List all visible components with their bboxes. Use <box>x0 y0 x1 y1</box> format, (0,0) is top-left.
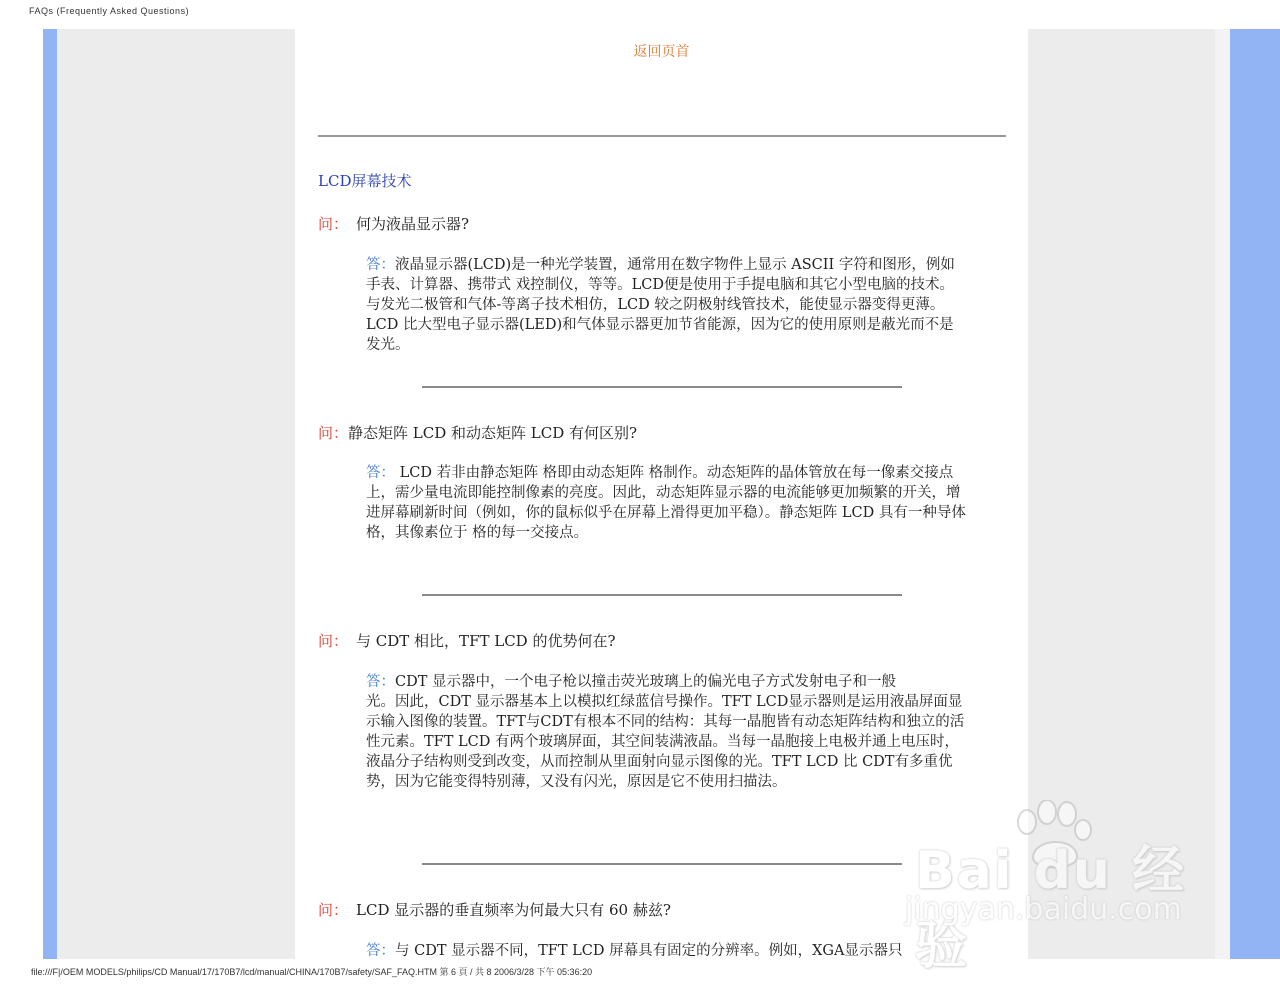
question-text: 与 CDT 相比，TFT LCD 的优势何在? <box>356 632 616 650</box>
answer-label: 答： <box>366 943 395 959</box>
question-label: 问： <box>318 632 349 650</box>
print-footer: file:///F|/OEM MODELS/philips/CD Manual/17/170B7/lcd/manual/CHINA/170B7/safety/SAF_FAQ.HTM 第 6 頁 / 共 8 2006/3/28 下午 05:36:20 <box>31 967 593 977</box>
answer-text: 与 CDT 显示器不同，TFT LCD 屏幕具有固定的分辨率。例如，XGA显示器只 <box>395 943 903 959</box>
answer-text-line1: CDT 显示器中，一个电子枪以撞击荧光玻璃上的偏光电子方式发射电子和一般 <box>395 674 896 690</box>
watermark-brand: Bai du 经验 <box>915 841 1186 976</box>
qa-divider <box>422 863 902 865</box>
question-4 <box>318 899 671 920</box>
print-header: FAQs (Frequently Asked Questions) <box>29 6 190 16</box>
left-accent-bar <box>43 29 57 959</box>
question-label: 问： <box>318 901 349 919</box>
question-label: 问： <box>318 215 349 233</box>
answer-2 <box>366 463 966 543</box>
section-divider <box>318 135 1006 137</box>
qa-divider <box>422 386 902 388</box>
answer-label: 答： <box>366 465 395 481</box>
qa-divider <box>422 594 902 596</box>
watermark-url: jingyan.baidu.com <box>905 892 1182 927</box>
answer-label: 答： <box>366 674 395 690</box>
question-text: 静态矩阵 LCD 和动态矩阵 LCD 有何区别? <box>348 424 638 442</box>
back-to-top-link[interactable]: 返回页首 <box>633 44 690 60</box>
question-label: 问： <box>318 424 349 442</box>
answer-text-rest: 光。因此，CDT 显示器基本上以模拟红绿蓝信号操作。TFT LCD显示器则是运用液晶屏面显示输入图像的装置。TFT与CDT有根本不同的结构：其每一晶胞皆有动态矩阵结构和独立的活性元素。TFT LCD 有两个玻璃屏面，其空间装满液晶。当每一晶胞接上电极并通上电压时，液晶分子结构则受到改变，从而控制从里面射向显示图像的光。TFT LCD 比 CDT有多重优势，因为它能变得特别薄，又没有闪光，原因是它不使用扫描法。 <box>366 694 965 790</box>
answer-label: 答： <box>366 257 395 273</box>
answer-3 <box>366 672 966 792</box>
right-accent-bar <box>1230 29 1280 959</box>
question-2 <box>318 422 637 443</box>
answer-1 <box>366 255 966 355</box>
answer-text: 液晶显示器(LCD)是一种光学装置，通常用在数字物件上显示 ASCII 字符和图形，例如手表、计算器、携带式 戏控制仪，等等。LCD便是使用于手提电脑和其它小型电脑的技术。与发光二极管和气体-等离子技术相仿，LCD 较之阴极射线管技术，能使显示器变得更薄。LCD 比大型电子显示器(LED)和气体显示器更加节省能源，因为它的使用原则是蔽光而不是发光。 <box>366 257 955 353</box>
question-text: LCD 显示器的垂直频率为何最大只有 60 赫兹? <box>356 901 671 919</box>
answer-4 <box>366 941 966 961</box>
right-gutter <box>1215 29 1230 959</box>
section-title: LCD屏幕技术 <box>318 172 412 190</box>
question-text: 何为液晶显示器? <box>356 215 470 233</box>
question-1 <box>318 213 469 234</box>
answer-text: LCD 若非由静态矩阵 格即由动态矩阵 格制作。动态矩阵的晶体管放在每一像素交接点上，需少量电流即能控制像素的亮度。因此，动态矩阵显示器的电流能够更加频繁的开关，增进屏幕刷新时间（例如，你的鼠标似乎在屏幕上滑得更加平稳）。静态矩阵 LCD 具有一种导体 格，其像素位于 格的每一交接点。 <box>366 465 966 541</box>
baidu-watermark <box>905 800 1205 976</box>
question-3 <box>318 630 616 651</box>
